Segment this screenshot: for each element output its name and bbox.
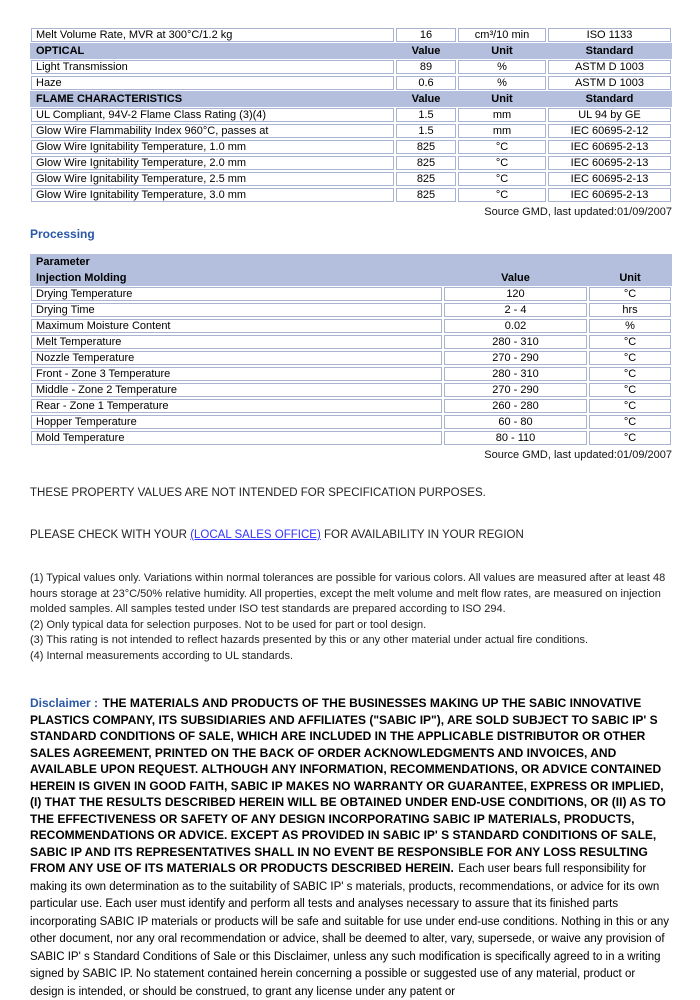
processing-heading: Processing [30,227,95,241]
value-header-cell: Value [395,91,457,107]
table-row [30,334,672,350]
unit-cell: hrs [588,302,672,318]
value-header-cell: Value [443,270,588,286]
parameter-name-cell: Hopper Temperature [30,414,443,430]
unit-cell: °C [588,398,672,414]
property-name-cell: UL Compliant, 94V-2 Flame Class Rating (3)(4) [30,107,395,123]
section-header-row-flame [30,91,672,107]
processing-table [30,254,672,446]
value-cell: 825 [395,187,457,203]
parameter-name-cell: Nozzle Temperature [30,350,443,366]
footnote-1: (1) Typical values only. Variations within normal tolerances are possible for various colors. All values are measured after at least 48 hours storage at 23°C/50% relative humidity. All properties, except the melt volume and melt flow rates, are measured on injection molded samples. All samples tested under ISO test standards are prepared according to ISO 294. [30,572,666,615]
footnotes-block [30,571,672,664]
availability-suffix: FOR AVAILABILITY IN YOUR REGION [323,529,524,541]
unit-cell: °C [588,382,672,398]
section-title-cell: Injection Molding [30,270,443,286]
disclaimer-label: Disclaimer : [30,696,99,710]
table-row [30,155,672,171]
unit-header-cell: Unit [588,270,672,286]
value-header-cell: Value [395,43,457,59]
table-row [30,187,672,203]
parameter-name-cell: Rear - Zone 1 Temperature [30,398,443,414]
value-cell: 825 [395,171,457,187]
parameter-header-row [30,254,672,270]
table-row [30,286,672,302]
value-cell: 280 - 310 [443,366,588,382]
property-name-cell: Glow Wire Ignitability Temperature, 2.5 mm [30,171,395,187]
footnote-4: (4) Internal measurements according to UL standards. [30,649,294,662]
parameter-name-cell: Drying Temperature [30,286,443,302]
unit-cell: °C [588,366,672,382]
table-row [30,302,672,318]
unit-cell: mm [457,107,547,123]
unit-header-cell: Unit [457,43,547,59]
availability-notice [30,528,672,542]
unit-cell: % [588,318,672,334]
standard-cell: UL 94 by GE [547,107,672,123]
value-cell: 270 - 290 [443,350,588,366]
property-name-cell: Haze [30,75,395,91]
value-cell: 825 [395,139,457,155]
table-row [30,318,672,334]
unit-cell: °C [588,430,672,446]
value-cell: 280 - 310 [443,334,588,350]
unit-cell: °C [588,334,672,350]
table-row [30,430,672,446]
disclaimer-body-text: Each user bears full responsibility for making its own determination as to the suitability of SABIC IP' s materials, products, recommendations, or advice for its own particular use. Each user must identify and perform all tests and analyses necessary to assure that its finished parts incorporating SABIC IP materials or products will be safe and suitable for use under end-use conditions. Nothing in this or any other document, nor any oral recommendation or advice, shall be deemed to alter, vary, supersede, or waive any provision of SABIC IP' s Standard Conditions of Sale or this Disclaimer, unless any such modification is specifically agreed to in a writing signed by SABIC IP. No statement contained herein concerning a possible or suggested use of any material, product or design is intended, or should be construed, to grant any license under any patent or [30,863,670,998]
footnote-3: (3) This rating is not intended to reflect hazards presented by this or any other material under actual fire conditions. [30,634,589,646]
properties-table [30,27,672,203]
standard-cell: IEC 60695-2-12 [547,123,672,139]
value-cell: 270 - 290 [443,382,588,398]
value-cell: 16 [395,27,457,43]
table-row [30,75,672,91]
disclaimer-paragraph [30,695,672,1000]
footnote-2: (2) Only typical data for selection purposes. Not to be used for part or tool design. [30,618,427,631]
table-row [30,123,672,139]
value-cell: 260 - 280 [443,398,588,414]
unit-cell: mm [457,123,547,139]
specification-notice: THESE PROPERTY VALUES ARE NOT INTENDED FOR SPECIFICATION PURPOSES. [30,487,486,499]
unit-cell: % [457,59,547,75]
section-title-cell: OPTICAL [30,43,395,59]
injection-molding-header-row [30,270,672,286]
value-cell: 1.5 [395,107,457,123]
unit-cell: °C [457,155,547,171]
parameter-name-cell: Front - Zone 3 Temperature [30,366,443,382]
value-cell: 0.6 [395,75,457,91]
table-row [30,107,672,123]
disclaimer-uppercase-text: THE MATERIALS AND PRODUCTS OF THE BUSINESSES MAKING UP THE SABIC INNOVATIVE PLASTICS COMPANY, ITS SUBSIDIARIES AND AFFILIATES ("SABIC IP"), ARE SOLD SUBJECT TO SABIC IP' S STANDARD CONDITIONS OF SALE, WHICH ARE INCLUDED IN THE APPLICABLE DISTRIBUTOR OR OTHER SALES AGREEMENT, PRINTED ON THE BACK OF ORDER ACKNOWLEDGMENTS AND INVOICES, AND AVAILABLE UPON REQUEST. ALTHOUGH ANY INFORMATION, RECOMMENDATIONS, OR ADVICE CONTAINED HEREIN IS GIVEN IN GOOD FAITH, SABIC IP MAKES NO WARRANTY OR GUARANTEE, EXPRESS OR IMPLIED, (I) THAT THE RESULTS DESCRIBED HEREIN WILL BE OBTAINED UNDER END-USE CONDITIONS, OR (II) AS TO THE EFFECTIVENESS OR SAFETY OF ANY DESIGN INCORPORATING SABIC IP MATERIALS, PRODUCTS, RECOMMENDATIONS OR ADVICE. EXCEPT AS PROVIDED IN SABIC IP' S STANDARD CONDITIONS OF SALE, SABIC IP AND ITS REPRESENTATIVES SHALL IN NO EVENT BE RESPONSIBLE FOR ANY LOSS RESULTING FROM ANY USE OF ITS MATERIALS OR PRODUCTS DESCRIBED HEREIN. [30,696,666,875]
table-row [30,171,672,187]
standard-header-cell: Standard [547,91,672,107]
source-note: Source GMD, last updated:01/09/2007 [484,206,672,218]
table-row [30,414,672,430]
unit-cell: °C [457,171,547,187]
value-cell: 2 - 4 [443,302,588,318]
unit-cell: °C [457,139,547,155]
standard-cell: IEC 60695-2-13 [547,171,672,187]
table-row [30,139,672,155]
section-title-cell: FLAME CHARACTERISTICS [30,91,395,107]
table-row [30,27,672,43]
parameter-name-cell: Middle - Zone 2 Temperature [30,382,443,398]
section-header-row-optical [30,43,672,59]
unit-cell: °C [588,414,672,430]
standard-cell: IEC 60695-2-13 [547,187,672,203]
table-row [30,398,672,414]
property-name-cell: Light Transmission [30,59,395,75]
parameter-header-cell: Parameter [30,254,672,270]
source-note: Source GMD, last updated:01/09/2007 [484,449,672,461]
property-name-cell: Melt Volume Rate, MVR at 300°C/1.2 kg [30,27,395,43]
unit-cell: °C [588,350,672,366]
value-cell: 0.02 [443,318,588,334]
unit-cell: % [457,75,547,91]
table-row [30,350,672,366]
value-cell: 120 [443,286,588,302]
parameter-name-cell: Maximum Moisture Content [30,318,443,334]
parameter-name-cell: Mold Temperature [30,430,443,446]
standard-cell: IEC 60695-2-13 [547,139,672,155]
unit-header-cell: Unit [457,91,547,107]
property-name-cell: Glow Wire Ignitability Temperature, 2.0 mm [30,155,395,171]
local-sales-office-link[interactable]: (LOCAL SALES OFFICE) [190,529,321,541]
property-name-cell: Glow Wire Ignitability Temperature, 1.0 mm [30,139,395,155]
value-cell: 1.5 [395,123,457,139]
table-row [30,59,672,75]
standard-cell: IEC 60695-2-13 [547,155,672,171]
table-row [30,366,672,382]
standard-cell: ASTM D 1003 [547,75,672,91]
value-cell: 60 - 80 [443,414,588,430]
unit-cell: °C [588,286,672,302]
unit-cell: °C [457,187,547,203]
standard-cell: ASTM D 1003 [547,59,672,75]
value-cell: 80 - 110 [443,430,588,446]
parameter-name-cell: Melt Temperature [30,334,443,350]
standard-header-cell: Standard [547,43,672,59]
table-row [30,382,672,398]
value-cell: 89 [395,59,457,75]
availability-prefix: PLEASE CHECK WITH YOUR [30,529,187,541]
unit-cell: cm³/10 min [457,27,547,43]
property-name-cell: Glow Wire Ignitability Temperature, 3.0 mm [30,187,395,203]
standard-cell: ISO 1133 [547,27,672,43]
parameter-name-cell: Drying Time [30,302,443,318]
value-cell: 825 [395,155,457,171]
property-name-cell: Glow Wire Flammability Index 960°C, passes at [30,123,395,139]
